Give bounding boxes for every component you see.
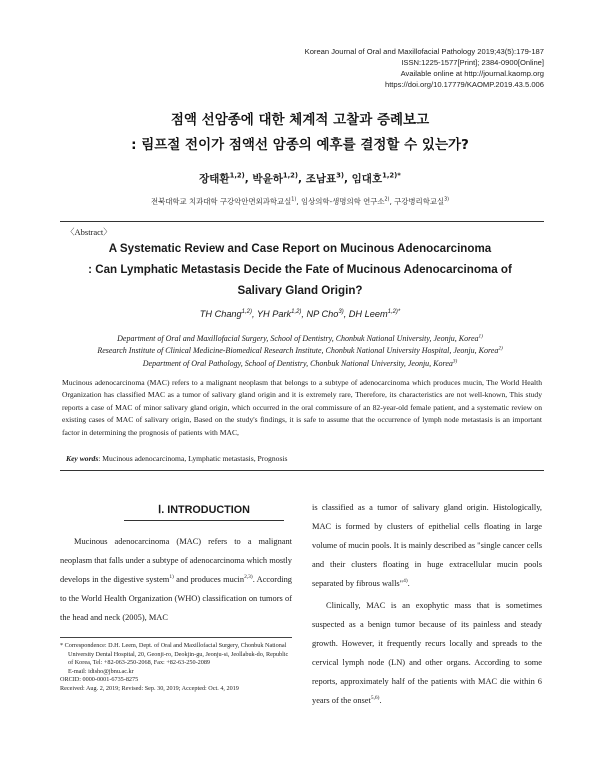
footnote-correspondence: * Correspondence: D.H. Leem, Dept. of Oral and Maxillofacial Surgery, Chonbuk National University Dental Hospital, 20, Geonji-ro, Deokjin-gu, Jeonju-si, Jeollabuk-do, Republic of Korea, Tel: +82-063-250-2068, Fax: +82-63-250-2089	[60, 642, 289, 667]
journal-doi[interactable]: https://doi.org/10.17779/KAOMP.2019.43.5.006	[384, 80, 544, 89]
footnote-email: E-mail: idisho@jbnu.ac.kr	[68, 667, 134, 675]
english-author: NP Cho$^{3)}$,	[306, 308, 349, 319]
english-affiliation-1: Department of Oral and Maxillofacial Surgery, School of Dentistry, Chonbuk National University, Jeonju, Korea$^{1)}$	[117, 333, 483, 343]
journal-url[interactable]: Available online at http://journal.kaomp.org	[400, 69, 544, 78]
english-affiliation-2: Research Institute of Clinical Medicine-Biomedical Research Institute, Chonbuk National University Hospital, Jeonju, Korea$^{2)}$	[97, 345, 503, 355]
abstract-label: 〈Abstract〉	[66, 227, 112, 237]
korean-authors	[0, 171, 600, 186]
english-authors	[0, 309, 600, 319]
english-title-line2: : Can Lymphatic Metastasis Decide the Fate of Mucinous Adenocarcinoma of	[88, 263, 512, 276]
abstract-divider	[60, 470, 544, 471]
footnote	[60, 642, 292, 694]
intro-paragraph-2: Clinically, MAC is an exophytic mass that is sometimes suspected as a benign tumor because of its painless and steady growth. However, it frequently recurs locally and spreads to the cervical lymph node (LN) and other organs. According to some reports, approximately half of the patients with MAC die within 6 years of the onset$^{5,6)}$.	[312, 601, 542, 705]
english-title-line1: A Systematic Review and Case Report on Mucinous Adenocarcinoma	[108, 242, 492, 255]
journal-header	[305, 46, 544, 90]
korean-affiliation: 구강병리학교실$^{3)}$	[394, 197, 450, 206]
intro-right-column	[312, 498, 542, 710]
journal-citation: Korean Journal of Oral and Maxillofacial Pathology 2019;43(5):179-187	[304, 47, 544, 56]
header-divider	[60, 221, 544, 222]
intro-paragraph-1: is classified as a tumor of salivary gland origin. Histologically, MAC is formed by clusters of epithelial cells floating in large volume of mucin pools. It is mainly described as "single cancer cells and their clusters floating in huge extracellular mucin pools separated by fibrous walls"$^{4)}$.	[312, 503, 542, 588]
korean-author: 장태환$^{1,2)}$,	[199, 171, 253, 185]
korean-title-line1: 점액 선암종에 대한 체계적 고찰과 증례보고	[170, 112, 430, 128]
footnote-dates: Received: Aug. 2, 2019; Revised: Sep. 30, 2019; Accepted: Oct. 4, 2019	[60, 684, 239, 692]
english-author: DH Leem$^{1,2)*}$	[348, 308, 401, 319]
english-affiliation-3: Department of Oral Pathology, School of Dentistry, Chonbuk National University, Jeonju, Korea$^{3)}$	[142, 358, 458, 368]
journal-issn: ISSN:1225-1577[Print]; 2384-0900[Online]	[401, 58, 544, 67]
korean-author: 임대호$^{1,2)*}$	[351, 171, 401, 185]
section-heading-underline	[124, 520, 284, 521]
english-author: YH Park$^{1,2)}$,	[256, 308, 307, 319]
abstract-text: Mucinous adenocarcinoma (MAC) refers to a malignant neoplasm that belongs to a subtype of adenocarcinoma which produces mucin, The World Health Organization has classified MAC as a tumor of salivary gland origin and it is extremely rare, Therefore, its characteristics are not well-known, This study reports a case of MAC of minor salivary gland origin, which occurred in the oral commissure of an 82-year-old female patient, and a systematic review on existing cases of MAC of salivary origin, Based on the study's findings, it is safe to assume that the occurrence of lymph node metastasis is an important factor in determining the prognosis of patients with MAC,	[62, 378, 542, 437]
keywords: Key words: Mucinous adenocarcinoma, Lymphatic metastasis, Prognosis	[66, 454, 288, 463]
korean-author: 조남표$^{3)}$,	[305, 171, 352, 185]
korean-author: 박윤하$^{1,2)}$,	[252, 171, 306, 185]
english-author: TH Chang$^{1,2)}$,	[199, 308, 257, 319]
keywords-text: Mucinous adenocarcinoma, Lymphatic metastasis, Prognosis	[102, 454, 288, 463]
section-heading: Ⅰ. INTRODUCTION	[158, 504, 250, 516]
english-title-line3: Salivary Gland Origin?	[237, 284, 363, 297]
keywords-label: Key words	[66, 454, 99, 463]
korean-affiliations	[0, 196, 600, 207]
intro-left-column: Mucinous adenocarcinoma (MAC) refers to a malignant neoplasm that falls under a subtype of adenocarcinoma which mostly develops in the digestive system$^{1)}$ and produces mucin$^{2,3)}$. According to the World Health Organization (WHO) classification on tumors of the head and neck (2005), MAC	[60, 537, 292, 622]
korean-affiliation: 전북대학교 치과대학 구강악안면외과학교실$^{1)}$,	[150, 197, 301, 206]
footnote-orcid: ORCID: 0000-0001-6735-8275	[60, 676, 139, 684]
korean-affiliation: 임상의학-생명의학 연구소$^{2)}$,	[300, 197, 395, 206]
korean-title-line2: : 림프절 전이가 점액선 암종의 예후를 결정할 수 있는가?	[131, 137, 469, 153]
footnote-rule	[60, 637, 292, 638]
